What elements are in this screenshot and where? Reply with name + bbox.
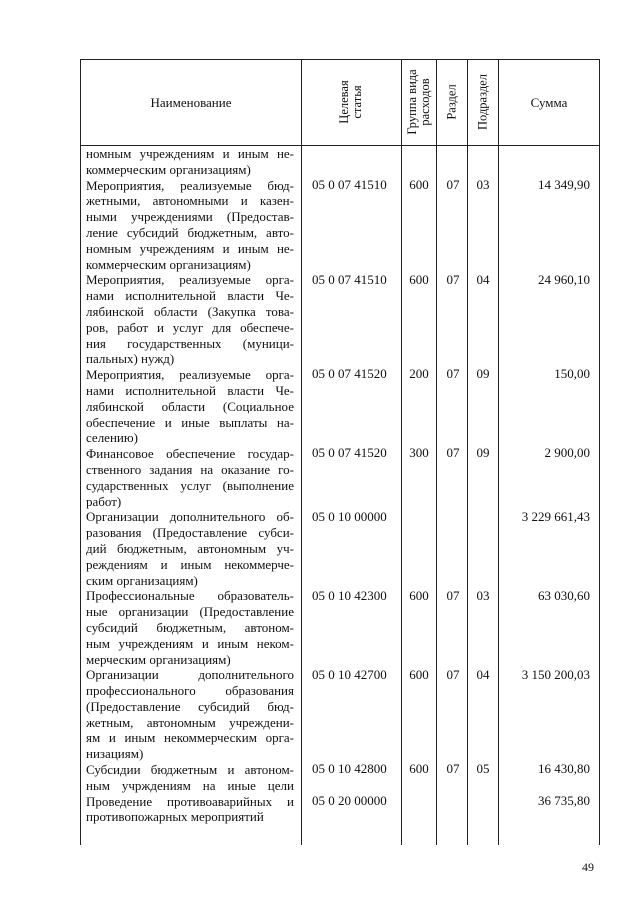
name-line: ям и иным некоммерческим орга- — [86, 730, 294, 746]
name-line: Организации дополнительного об- — [86, 509, 294, 525]
name-line: ния государственных (муници- — [86, 335, 294, 351]
target-code-cell: 05 0 07 41510 — [312, 176, 387, 192]
group-cell: 600 — [409, 666, 429, 682]
subsection-cell: 04 — [476, 271, 490, 287]
col-border-group — [436, 59, 437, 845]
sum-cell: 63 030,60 — [538, 587, 590, 603]
name-line: коммерческим организациям) — [86, 161, 251, 177]
name-line: Финансовое обеспечение государ- — [86, 446, 294, 462]
target-code-cell: 05 0 10 42700 — [312, 666, 387, 682]
name-line: номным учреждениям и иным не- — [86, 240, 294, 256]
name-line: (Предоставление субсидий бюд- — [86, 698, 294, 714]
name-line: нами исполнительной власти Че- — [86, 288, 294, 304]
name-line: ными учреждениями (Предостав- — [86, 209, 294, 225]
name-line: реждениям и иным некоммерче- — [86, 556, 294, 572]
page-number: 49 — [582, 860, 594, 874]
header-group: Группа вида расходов — [405, 69, 432, 135]
sum-cell: 3 229 661,43 — [521, 508, 590, 524]
sum-cell: 24 960,10 — [538, 271, 590, 287]
name-line: субсидий бюджетным, автоном- — [86, 619, 294, 635]
col-border-name — [301, 59, 302, 845]
group-cell: 600 — [409, 587, 429, 603]
sum-cell: 36 735,80 — [538, 793, 590, 808]
name-line: дий бюджетным, автономным уч- — [86, 540, 294, 556]
name-line: Проведение противоаварийных и — [86, 793, 294, 809]
name-line: работ) — [86, 493, 122, 509]
sum-cell: 3 150 200,03 — [521, 666, 590, 682]
name-line: коммерческим организациям) — [86, 256, 251, 272]
name-line: лябинской области (Закупка това- — [86, 303, 294, 319]
name-line: ление субсидий бюджетным, авто- — [86, 224, 294, 240]
name-line: низациям) — [86, 746, 144, 762]
subsection-cell: 04 — [476, 666, 490, 682]
name-line: Субсидии бюджетным и автоном- — [86, 762, 294, 778]
name-line: ственного задания на оказание го- — [86, 461, 294, 477]
name-line: жетным, автономным учреждени- — [86, 714, 294, 730]
group-cell: 300 — [409, 445, 429, 461]
target-code-cell: 05 0 10 00000 — [312, 508, 387, 524]
header-target: Целевая статья — [337, 80, 364, 124]
target-code-cell: 05 0 20 00000 — [312, 793, 387, 808]
section-cell: 07 — [446, 271, 460, 287]
name-line: Мероприятия, реализуемые бюд- — [86, 177, 294, 193]
group-cell: 600 — [409, 176, 429, 192]
sum-cell: 14 349,90 — [538, 176, 590, 192]
name-line: лябинской области (Социальное — [86, 398, 294, 414]
name-line: жетными, автономными и казен- — [86, 193, 294, 209]
header-subsection: Подраздел — [475, 74, 490, 130]
name-line: обеспечение и иные выплаты на- — [86, 414, 294, 430]
name-line: селению) — [86, 430, 138, 446]
col-border-left — [80, 59, 81, 845]
subsection-cell: 09 — [476, 445, 490, 461]
name-line: ным учрждениям на иные цели — [86, 777, 294, 793]
name-line: ров, работ и услуг для обеспече- — [86, 319, 294, 335]
target-code-cell: 05 0 10 42800 — [312, 761, 387, 777]
name-line: Мероприятия, реализуемые орга- — [86, 272, 294, 288]
subsection-cell: 09 — [476, 366, 490, 382]
header-sum: Сумма — [530, 95, 568, 110]
group-cell: 600 — [409, 271, 429, 287]
name-line: противопожарных мероприятий — [86, 809, 264, 825]
target-code-cell: 05 0 07 41520 — [312, 366, 387, 382]
name-line: Мероприятия, реализуемые орга- — [86, 367, 294, 383]
name-line: ским организациям) — [86, 572, 198, 588]
name-line: сударственных услуг (выполнение — [86, 477, 294, 493]
target-code-cell: 05 0 10 42300 — [312, 587, 387, 603]
sum-cell: 150,00 — [554, 366, 590, 382]
subsection-cell: 03 — [476, 176, 490, 192]
col-border-right — [599, 59, 600, 845]
target-code-cell: 05 0 07 41520 — [312, 445, 387, 461]
col-border-section — [467, 59, 468, 845]
section-cell: 07 — [446, 761, 460, 777]
section-cell: 07 — [446, 666, 460, 682]
name-line: мерческим организациям) — [86, 651, 231, 667]
sum-cell: 2 900,00 — [544, 445, 590, 461]
group-cell: 600 — [409, 761, 429, 777]
section-cell: 07 — [446, 445, 460, 461]
name-line: Организации дополнительного — [86, 667, 294, 683]
col-border-target — [401, 59, 402, 845]
section-cell: 07 — [446, 366, 460, 382]
name-line: профессионального образования — [86, 683, 294, 699]
header-name: Наименование — [150, 95, 232, 110]
name-line: ным учреждениям и иным неком- — [86, 635, 294, 651]
name-line: нами исполнительной власти Че- — [86, 382, 294, 398]
name-line: номным учреждениям и иным не- — [86, 146, 294, 161]
group-cell: 200 — [409, 366, 429, 382]
name-line: Профессиональные образователь- — [86, 588, 294, 604]
name-line: ные организации (Предоставление — [86, 604, 294, 620]
target-code-cell: 05 0 07 41510 — [312, 271, 387, 287]
name-line: разования (Предоставление субси- — [86, 525, 294, 541]
table-top-border — [80, 59, 600, 60]
subsection-cell: 05 — [476, 761, 490, 777]
section-cell: 07 — [446, 176, 460, 192]
section-cell: 07 — [446, 587, 460, 603]
name-line: пальных) нужд) — [86, 351, 175, 367]
subsection-cell: 03 — [476, 587, 490, 603]
header-section: Раздел — [444, 84, 459, 120]
sum-cell: 16 430,80 — [538, 761, 590, 777]
name-column — [86, 146, 294, 825]
